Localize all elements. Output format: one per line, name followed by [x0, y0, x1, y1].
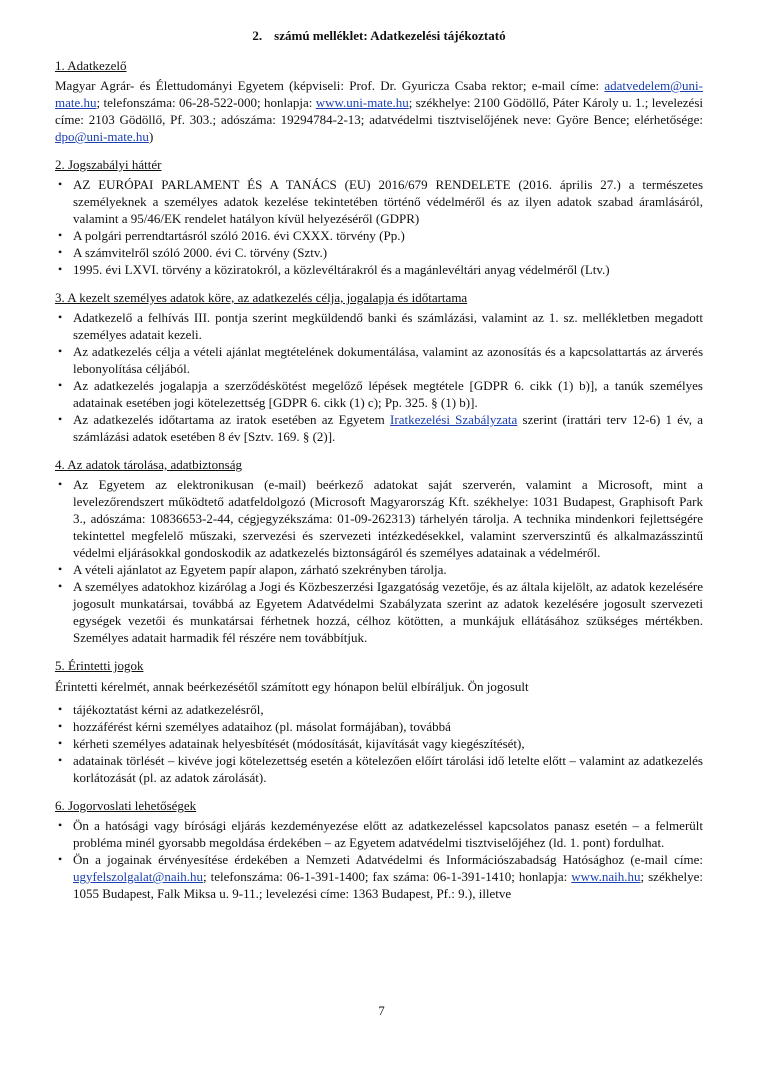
- list-item: • Az adatkezelés célja a vételi ajánlat megtételének dokumentálása, valamint az azonosítás és a kapcsolattartás az árverés lebonyolítása céljából.: [55, 343, 703, 377]
- website-link[interactable]: www.uni-mate.hu: [315, 95, 409, 110]
- remedies-list: [55, 817, 703, 902]
- section-heading: 3. A kezelt személyes adatok köre, az adatkezelés célja, jogalapja és időtartama: [55, 290, 468, 305]
- annex-number: 2.: [252, 28, 263, 43]
- page-number: 7: [378, 1003, 385, 1018]
- list-item: • Az Egyetem az elektronikusan (e-mail) beérkező adatokat saját szerverén, valamint a Microsoft, mint a levelezőrendszert működtető adatfeldolgozó (Microsoft Magyarország Kft. székhelye: 1031 Budapest, Graphisoft Park 3., adószáma: 10836653-2-44, cégjegyzékszáma: 01-09-262313) tárhelyén tárolja. A technika mindenkori fejlettségére tekintettel megfelelő műszaki, szervezési és szervezeti intézkedésekkel, valamint szerverszintű és alkalmazásszintű védelmi eljárásokkal gondoskodik az adatkezelés biztonságáról és személyes adatainak a védelméről.: [55, 476, 703, 561]
- list-item: • tájékoztatást kérni az adatkezelésről,: [55, 701, 703, 718]
- section-legal-background: [55, 157, 703, 278]
- section-controller: [55, 58, 703, 145]
- dpo-email-link[interactable]: dpo@uni-mate.hu: [55, 129, 149, 144]
- list-item: • A számvitelről szóló 2000. évi C. törvény (Sztv.): [55, 244, 703, 261]
- rights-intro: Érintetti kérelmét, annak beérkezésétől számított egy hónapon belül elbíráljuk. Ön jogosult: [55, 679, 529, 694]
- list-item: • adatainak törlését – kivéve jogi kötelezettség esetén a kötelezően előírt tárolási idő letelte előtt – valamint az adatkezelés korlátozását (pl. az adatok zárolását).: [55, 752, 703, 786]
- list-item: • Ön a hatósági vagy bírósági eljárás kezdeményezése előtt az adatkezeléssel kapcsolatos panasz esetén – a felmerült probléma minél gyorsabb megoldása érdekében – az Egyetem adatvédelmi tisztviselőjéhez (ld. 1. pont) fordulhat.: [55, 817, 703, 851]
- naih-website-link[interactable]: www.naih.hu: [571, 869, 641, 884]
- section-data-subject-rights: [55, 658, 703, 786]
- list-item: • A vételi ajánlatot az Egyetem papír alapon, zárható szekrényben tárolja.: [55, 561, 703, 578]
- text-run: szerint (irattári terv 12-6) 1 év, a számlázási adatok esetében 8 év [Sztv. 169. § (2)].: [73, 412, 703, 444]
- text-run: ; székhelye: 2100 Gödöllő, Páter Károly u. 1.; levelezési címe: 2103 Gödöllő, Pf. 303.; adószáma: 19294784-2-13; adatvédelmi tisztviselőjének neve: Györe Bence; elérhetősége:: [55, 95, 703, 127]
- list-item: [55, 851, 703, 902]
- section-heading: 5. Érintetti jogok: [55, 658, 144, 673]
- document-title: [55, 28, 703, 44]
- list-item: • kérheti személyes adatainak helyesbítését (módosítását, kijavítását vagy kiegészítését),: [55, 735, 703, 752]
- text-run: Ön a jogainak érvényesítése érdekében a Nemzeti Adatvédelmi és Információszabadság Hatósághoz (e-mail címe:: [73, 852, 703, 867]
- scope-list: [55, 309, 703, 445]
- section-heading: 4. Az adatok tárolása, adatbiztonság: [55, 457, 242, 472]
- section-heading: 6. Jogorvoslati lehetőségek: [55, 798, 197, 813]
- naih-email-link[interactable]: ugyfelszolgalat@naih.hu: [73, 869, 204, 884]
- text-run: Az adatkezelés időtartama az iratok esetében az Egyetem: [73, 412, 391, 427]
- list-item: • Adatkezelő a felhívás III. pontja szerint megküldendő banki és számlázási, valamint az 1. sz. mellékletben megadott személyes adatait kezeli.: [55, 309, 703, 343]
- text-run: ; telefonszáma: 06-28-522-000; honlapja:: [96, 95, 316, 110]
- section-heading: 2. Jogszabályi háttér: [55, 157, 162, 172]
- text-run: ; telefonszáma: 06-1-391-1400; fax száma: 06-1-391-1410; honlapja:: [203, 869, 572, 884]
- section-data-storage: [55, 457, 703, 646]
- annex-title: számú melléklet: Adatkezelési tájékoztató: [274, 28, 506, 43]
- section-heading: 1. Adatkezelő: [55, 58, 127, 73]
- list-item: • AZ EURÓPAI PARLAMENT ÉS A TANÁCS (EU) 2016/679 RENDELETE (2016. április 27.) a természetes személyeknek a személyes adatok kezelése tekintetében történő védelméről és az ilyen adatok szabad áramlásáról, valamint a 95/46/EK rendelet hatályon kívül helyezéséről (GDPR): [55, 176, 703, 227]
- document-page: [55, 28, 703, 914]
- list-item: • 1995. évi LXVI. törvény a köziratokról, a közlevéltárakról és a magánlevéltári anyag védelméről (Ltv.): [55, 261, 703, 278]
- records-policy-link[interactable]: Iratkezelési Szabályzata: [390, 412, 518, 427]
- storage-list: [55, 476, 703, 646]
- list-item: • Az adatkezelés jogalapja a szerződéskötést megelőző lépések megtétele [GDPR 6. cikk (1) b)], a tanúk személyes adatainak esetében jogi kötelezettség [GDPR 6. cikk (1) c); Pp. 325. § (1) b)].: [55, 377, 703, 411]
- controller-paragraph: [55, 77, 703, 145]
- list-item: • hozzáférést kérni személyes adataihoz (pl. másolat formájában), továbbá: [55, 718, 703, 735]
- text-run: ; székhelye: 1055 Budapest, Falk Miksa u. 9-11.; levelezési címe: 1363 Budapest, Pf.: 9.), illetve: [73, 869, 703, 901]
- list-item: • A személyes adatokhoz kizárólag a Jogi és Közbeszerzési Igazgatóság vezetője, és az általa kijelölt, az adatok kezelésére jogosult munkatársai, továbbá az Egyetem Adatvédelmi Szabályzata szerint az adatok kezelésére jogosult szervezeti egységek vezetői és munkatársai férhetnek hozzá, célhoz kötötten, a munkájuk ellátásához szükséges mértékben. Személyes adatait harmadik fél részére nem továbbítjuk.: [55, 578, 703, 646]
- text-run: ): [148, 129, 154, 144]
- rights-list: [55, 701, 703, 786]
- text-run: Magyar Agrár- és Élettudományi Egyetem (képviseli: Prof. Dr. Gyuricza Csaba rektor; e-mail címe:: [55, 78, 605, 93]
- section-remedies: [55, 798, 703, 902]
- legal-list: [55, 176, 703, 278]
- email-link[interactable]: adatvedelem@uni-mate.hu: [55, 78, 703, 110]
- list-item: • A polgári perrendtartásról szóló 2016. évi CXXX. törvény (Pp.): [55, 227, 703, 244]
- section-data-scope: [55, 290, 703, 445]
- list-item: [55, 411, 703, 445]
